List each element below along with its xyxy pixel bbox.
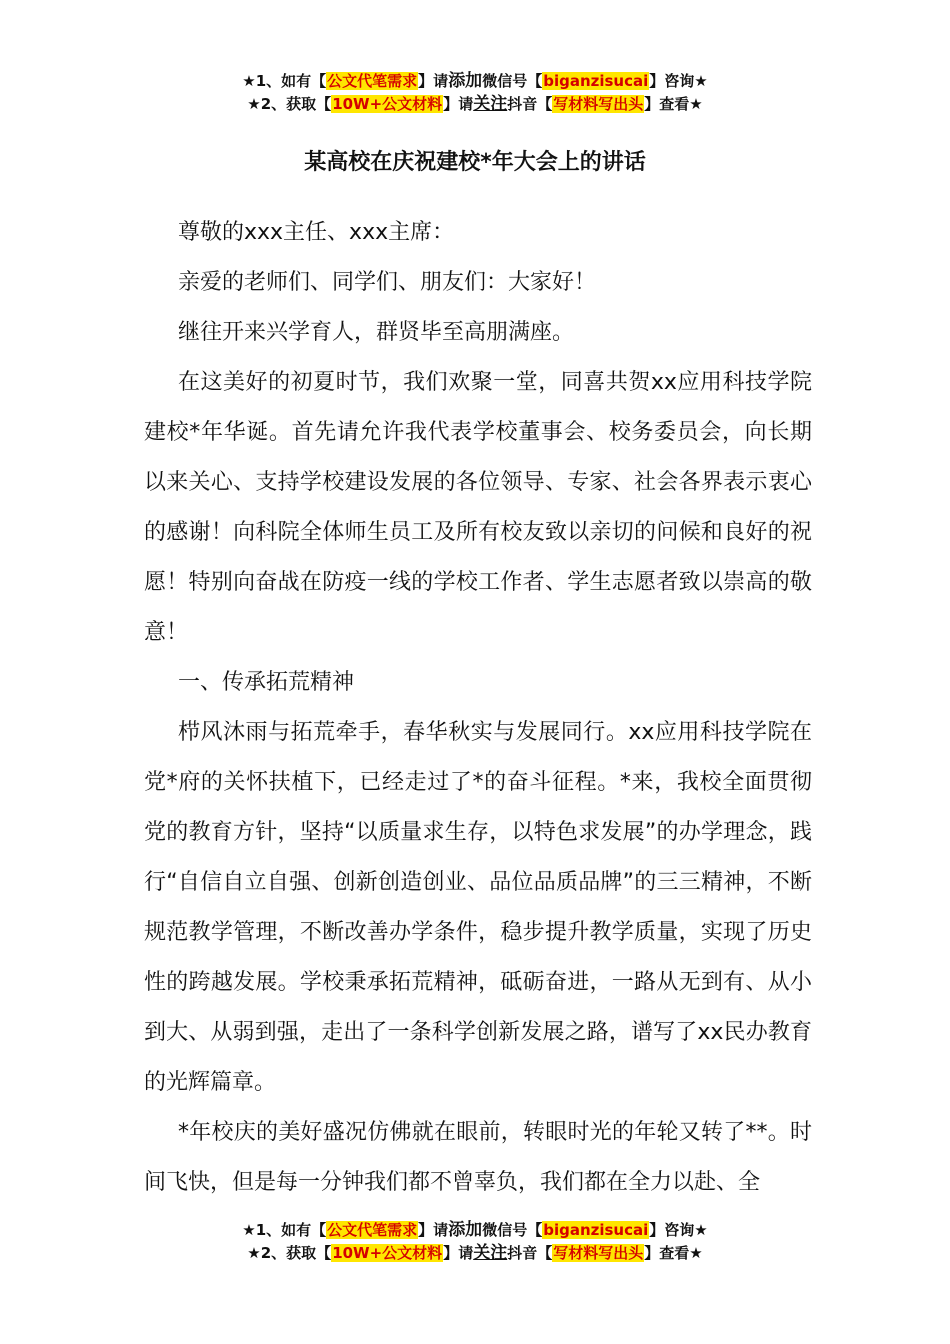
paragraph: 继往开来兴学育人，群贤毕至高朋满座。	[178, 320, 575, 345]
header-banner	[0, 70, 950, 116]
document-title: 某高校在庆祝建校*年大会上的讲话	[304, 150, 646, 175]
banner-wechat-id: biganzisucai	[543, 72, 649, 90]
banner-wechat-id: biganzisucai	[543, 1221, 649, 1239]
document-body	[144, 208, 812, 1208]
banner-line-2	[0, 1242, 950, 1265]
banner-line-1	[0, 70, 950, 93]
section-heading: 一、传承拓荒精神	[178, 670, 355, 695]
paragraph: *年校庆的美好盛况仿佛就在眼前，转眼时光的年轮又转了**。时间飞快，但是每一分钟我们都不曾辜负，我们都在全力以赴、全	[144, 1120, 812, 1195]
banner-line-1	[0, 1219, 950, 1242]
banner-highlight: 10W+公文材料	[332, 95, 443, 113]
banner-text: ★2、获取【	[247, 1244, 332, 1262]
banner-emphasis: 关注	[473, 1243, 508, 1263]
banner-text: 】请	[418, 72, 449, 90]
banner-emphasis: 添加	[448, 71, 483, 91]
banner-line-2	[0, 93, 950, 116]
banner-highlight: 公文代笔需求	[327, 1221, 418, 1239]
banner-text: 】请	[418, 1221, 449, 1239]
banner-text: ★2、获取【	[247, 95, 332, 113]
banner-emphasis: 关注	[473, 94, 508, 114]
banner-text: 】查看★	[644, 95, 703, 113]
banner-highlight: 10W+公文材料	[332, 1244, 443, 1262]
banner-douyin-id: 写材料写出头	[553, 95, 644, 113]
banner-highlight: 公文代笔需求	[327, 72, 418, 90]
paragraph: 栉风沐雨与拓荒牵手，春华秋实与发展同行。xx应用科技学院在党*府的关怀扶植下，已经走过了*的奋斗征程。*来，我校全面贯彻党的教育方针，坚持“以质量求生存，以特色求发展”的办学理念，践行“自信自立自强、创新创造创业、品位品质品牌”的三三精神，不断规范教学管理，不断改善办学条件，稳步提升教学质量，实现了历史性的跨越发展。学校秉承拓荒精神，砥砺奋进，一路从无到有、从小到大、从弱到强，走出了一条科学创新发展之路，谱写了xx民办教育的光辉篇章。	[144, 720, 812, 1095]
salutation-2: 亲爱的老师们、同学们、朋友们：大家好！	[178, 270, 597, 295]
banner-text: 】查看★	[644, 1244, 703, 1262]
banner-text: ★1、如有【	[242, 1221, 327, 1239]
banner-douyin-id: 写材料写出头	[553, 1244, 644, 1262]
banner-text: 】咨询★	[649, 1221, 708, 1239]
banner-text: 】请	[443, 1244, 474, 1262]
paragraph: 在这美好的初夏时节，我们欢聚一堂，同喜共贺xx应用科技学院建校*年华诞。首先请允许我代表学校董事会、校务委员会，向长期以来关心、支持学校建设发展的各位领导、专家、社会各界表示衷心的感谢！向科院全体师生员工及所有校友致以亲切的问候和良好的祝愿！特别向奋战在防疫一线的学校工作者、学生志愿者致以崇高的敬意！	[144, 370, 812, 645]
banner-text: ★1、如有【	[242, 72, 327, 90]
salutation-1: 尊敬的xxx主任、xxx主席：	[178, 220, 455, 245]
banner-text: 抖音【	[507, 1244, 553, 1262]
banner-emphasis: 添加	[448, 1220, 483, 1240]
banner-text: 】咨询★	[649, 72, 708, 90]
banner-text: 抖音【	[507, 95, 553, 113]
banner-text: 微信号【	[482, 1221, 543, 1239]
banner-text: 微信号【	[482, 72, 543, 90]
banner-text: 】请	[443, 95, 474, 113]
footer-banner	[0, 1219, 950, 1265]
